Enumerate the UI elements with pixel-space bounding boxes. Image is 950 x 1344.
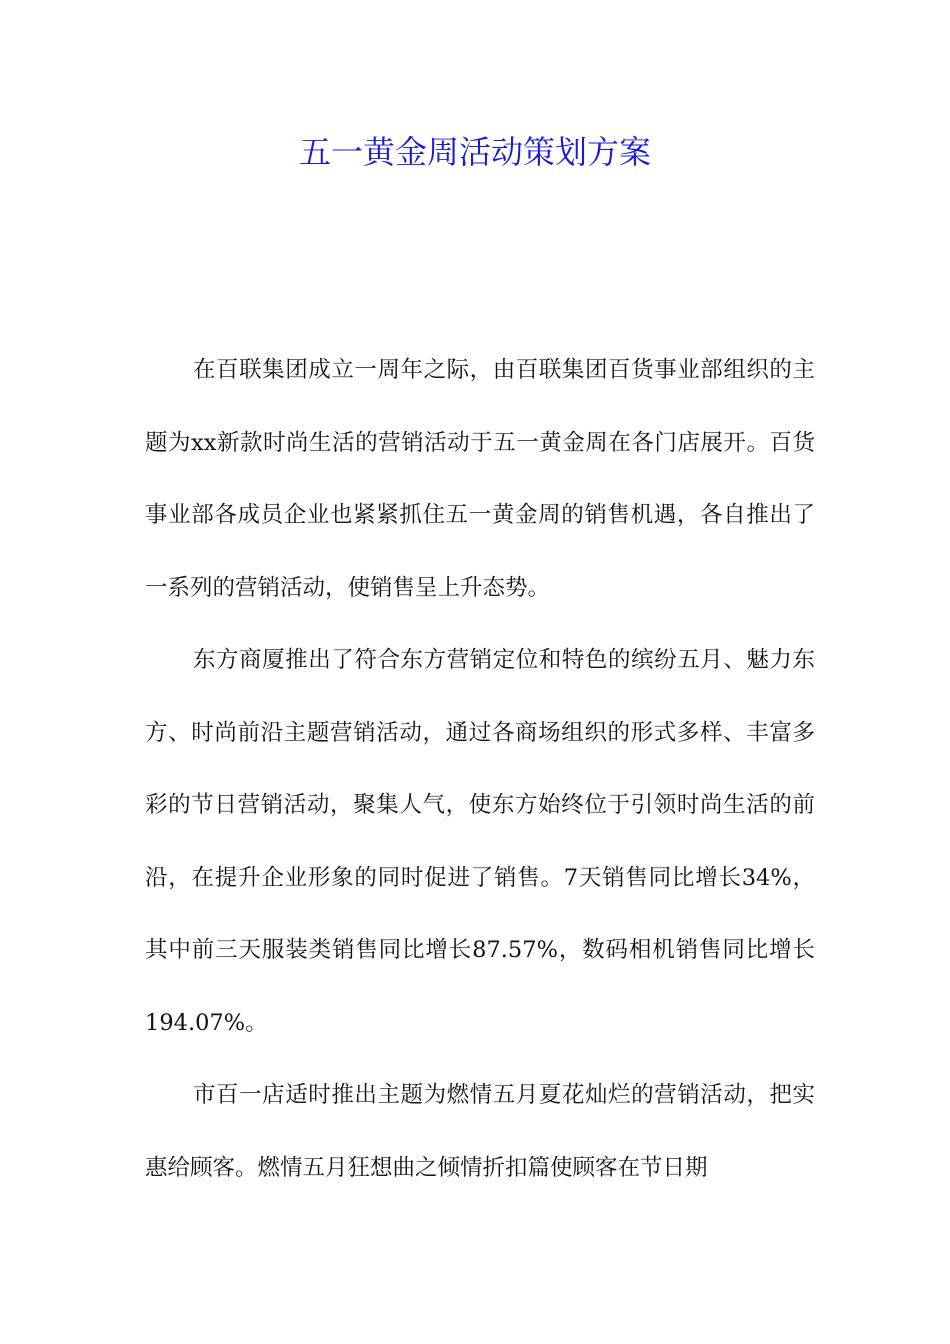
paragraph-1: 在百联集团成立一周年之际，由百联集团百货事业部组织的主题为xx新款时尚生活的营销活动于五一黄金周在各门店展开。百货事业部各成员企业也紧紧抓住五一黄金周的销售机遇，各自推出了一系列的营销活动，使销售呈上升态势。 — [145, 357, 815, 601]
paragraph-2: 东方商厦推出了符合东方营销定位和特色的缤纷五月、魅力东方、时尚前沿主题营销活动，通过各商场组织的形式多样、丰富多彩的节日营销活动，聚集人气，使东方始终位于引领时尚生活的前沿，在提升企业形象的同时促进了销售。7天销售同比增长34%，其中前三天服装类销售同比增长87.57%，数码相机销售同比增长194.07%。 — [145, 647, 815, 1036]
document-title: 五一黄金周活动策划方案 — [298, 133, 651, 171]
paragraph-3: 市百一店适时推出主题为燃情五月夏花灿烂的营销活动，把实惠给顾客。燃情五月狂想曲之倾情折扣篇使顾客在节日期 — [145, 1082, 815, 1181]
document-body — [145, 334, 815, 1204]
